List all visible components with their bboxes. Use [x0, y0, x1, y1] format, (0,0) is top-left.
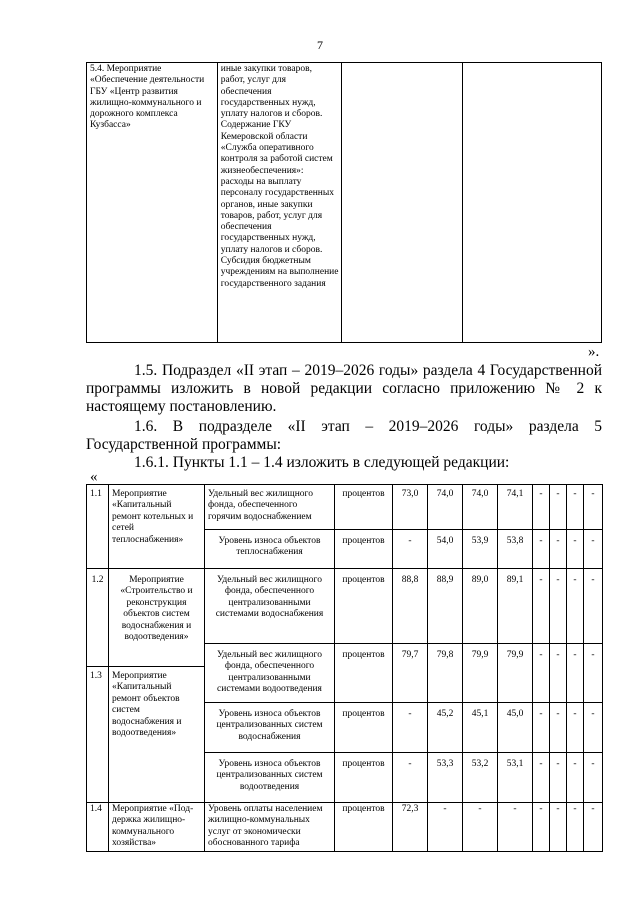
- table-row: [87, 569, 603, 644]
- value-cell: 53,2: [463, 753, 498, 803]
- value-cell: 53,8: [498, 530, 533, 569]
- value-cell: 53,9: [463, 530, 498, 569]
- dash-cell: -: [567, 485, 584, 530]
- dash-cell: -: [550, 753, 567, 803]
- value-cell: -: [393, 530, 428, 569]
- empty-cell: [342, 63, 463, 343]
- dash-cell: -: [567, 530, 584, 569]
- event-cell: Мероприятие «Под-держка жилищно-коммунального хозяйства»: [109, 803, 205, 852]
- indicator-cell: Удельный вес жилищного фонда, обеспеченного централизованными системами водоотведения: [205, 644, 335, 703]
- indicator-cell: Уровень износа объектов теплоснабжения: [205, 530, 335, 569]
- unit-cell: процентов: [335, 569, 393, 644]
- page-number: 7: [317, 38, 323, 52]
- value-cell: 53,3: [428, 753, 463, 803]
- value-cell: -: [498, 803, 533, 852]
- table-row: [87, 485, 603, 530]
- indicator-cell: Удельный вес жилищного фонда, обеспеченного централизованными системами водоснабжения: [205, 569, 335, 644]
- dash-cell: -: [584, 803, 603, 852]
- dash-cell: -: [533, 644, 550, 703]
- dash-cell: -: [567, 569, 584, 644]
- unit-cell: процентов: [335, 753, 393, 803]
- dash-cell: -: [550, 485, 567, 530]
- unit-cell: процентов: [335, 485, 393, 530]
- dash-cell: -: [550, 803, 567, 852]
- dash-cell: -: [567, 703, 584, 753]
- dash-cell: -: [533, 753, 550, 803]
- dash-cell: -: [567, 803, 584, 852]
- value-cell: 45,0: [498, 703, 533, 753]
- value-cell: 79,8: [428, 644, 463, 703]
- value-cell: 74,1: [498, 485, 533, 530]
- event-cell: Мероприятие «Капитальный ремонт котельных и сетей теплоснабжения»: [109, 485, 205, 569]
- dash-cell: -: [533, 703, 550, 753]
- dash-cell: -: [533, 803, 550, 852]
- indicator-cell: Уровень износа объектов централизованных систем водоотведения: [205, 753, 335, 803]
- value-cell: 45,2: [428, 703, 463, 753]
- unit-cell: процентов: [335, 703, 393, 753]
- empty-cell: [463, 63, 602, 343]
- event-cell: Мероприятие «Капитальный ремонт объектов систем водоснабжения и водоотведения»: [109, 667, 205, 803]
- event-cell: Мероприятие «Строительство и реконструкция объектов систем водоснабжения и водоотведения»: [109, 569, 205, 667]
- value-cell: -: [393, 703, 428, 753]
- value-cell: 79,9: [498, 644, 533, 703]
- unit-cell: процентов: [335, 530, 393, 569]
- row-number: 1.4: [87, 803, 109, 852]
- value-cell: 73,0: [393, 485, 428, 530]
- paragraph-1-6-1: 1.6.1. Пункты 1.1 – 1.4 изложить в следующей редакции:: [134, 454, 510, 471]
- row-number: 1.3: [87, 667, 109, 803]
- dash-cell: -: [550, 644, 567, 703]
- row-number: 1.2: [87, 569, 109, 667]
- value-cell: 74,0: [428, 485, 463, 530]
- top-table: [86, 62, 602, 343]
- value-cell: 79,9: [463, 644, 498, 703]
- value-cell: 45,1: [463, 703, 498, 753]
- value-cell: -: [463, 803, 498, 852]
- dash-cell: -: [584, 703, 603, 753]
- value-cell: -: [428, 803, 463, 852]
- value-cell: 54,0: [428, 530, 463, 569]
- closing-quote: ».: [588, 344, 600, 360]
- expenses-cell: иные закупки товаров, работ, услуг для обеспечения государственных нужд, уплату налогов и сборов. Содержание ГКУ Кемеровской области «Служба оперативного контроля за работой систем жизнеобеспечения»: расходы на выплату персоналу государственных органов, иные закупки товаров, работ, услуг для обеспечения государственных нужд, уплату налогов и сборов. Субсидия бюджетным учреждениям на выполнение государственного задания: [217, 63, 342, 343]
- indicator-cell: Уровень оплаты населением жилищно-коммунальных услуг от экономически обоснованного тарифа: [205, 803, 335, 852]
- value-cell: 79,7: [393, 644, 428, 703]
- unit-cell: процентов: [335, 644, 393, 703]
- dash-cell: -: [550, 569, 567, 644]
- paragraph-1-6: 1.6. В подразделе «II этап – 2019–2026 годы» раздела 5 Государственной программы:: [86, 418, 602, 453]
- dash-cell: -: [567, 753, 584, 803]
- indicator-cell: Уровень износа объектов централизованных систем водоснабжения: [205, 703, 335, 753]
- table-row: [87, 803, 603, 852]
- dash-cell: -: [584, 644, 603, 703]
- indicators-table: [86, 484, 603, 852]
- opening-quote: «: [90, 469, 98, 485]
- unit-cell: процентов: [335, 803, 393, 852]
- value-cell: 89,0: [463, 569, 498, 644]
- dash-cell: -: [533, 485, 550, 530]
- value-cell: 88,8: [393, 569, 428, 644]
- dash-cell: -: [584, 530, 603, 569]
- row-number: 1.1: [87, 485, 109, 569]
- dash-cell: -: [533, 569, 550, 644]
- value-cell: 53,1: [498, 753, 533, 803]
- dash-cell: -: [584, 753, 603, 803]
- value-cell: 74,0: [463, 485, 498, 530]
- value-cell: -: [393, 753, 428, 803]
- paragraph-1-5: 1.5. Подраздел «II этап – 2019–2026 годы» раздела 4 Государственной программы изложить в новой редакции согласно приложению № 2 к настоящему постановлению.: [86, 362, 602, 415]
- dash-cell: -: [567, 644, 584, 703]
- event-cell: 5.4. Мероприятие «Обеспечение деятельности ГБУ «Центр развития жилищно-коммунального и дорожного комплекса Кузбасса»: [87, 63, 218, 343]
- value-cell: 72,3: [393, 803, 428, 852]
- dash-cell: -: [550, 703, 567, 753]
- dash-cell: -: [584, 485, 603, 530]
- value-cell: 89,1: [498, 569, 533, 644]
- indicator-cell: Удельный вес жилищного фонда, обеспеченного горячим водоснабжением: [205, 485, 335, 530]
- dash-cell: -: [550, 530, 567, 569]
- dash-cell: -: [584, 569, 603, 644]
- value-cell: 88,9: [428, 569, 463, 644]
- dash-cell: -: [533, 530, 550, 569]
